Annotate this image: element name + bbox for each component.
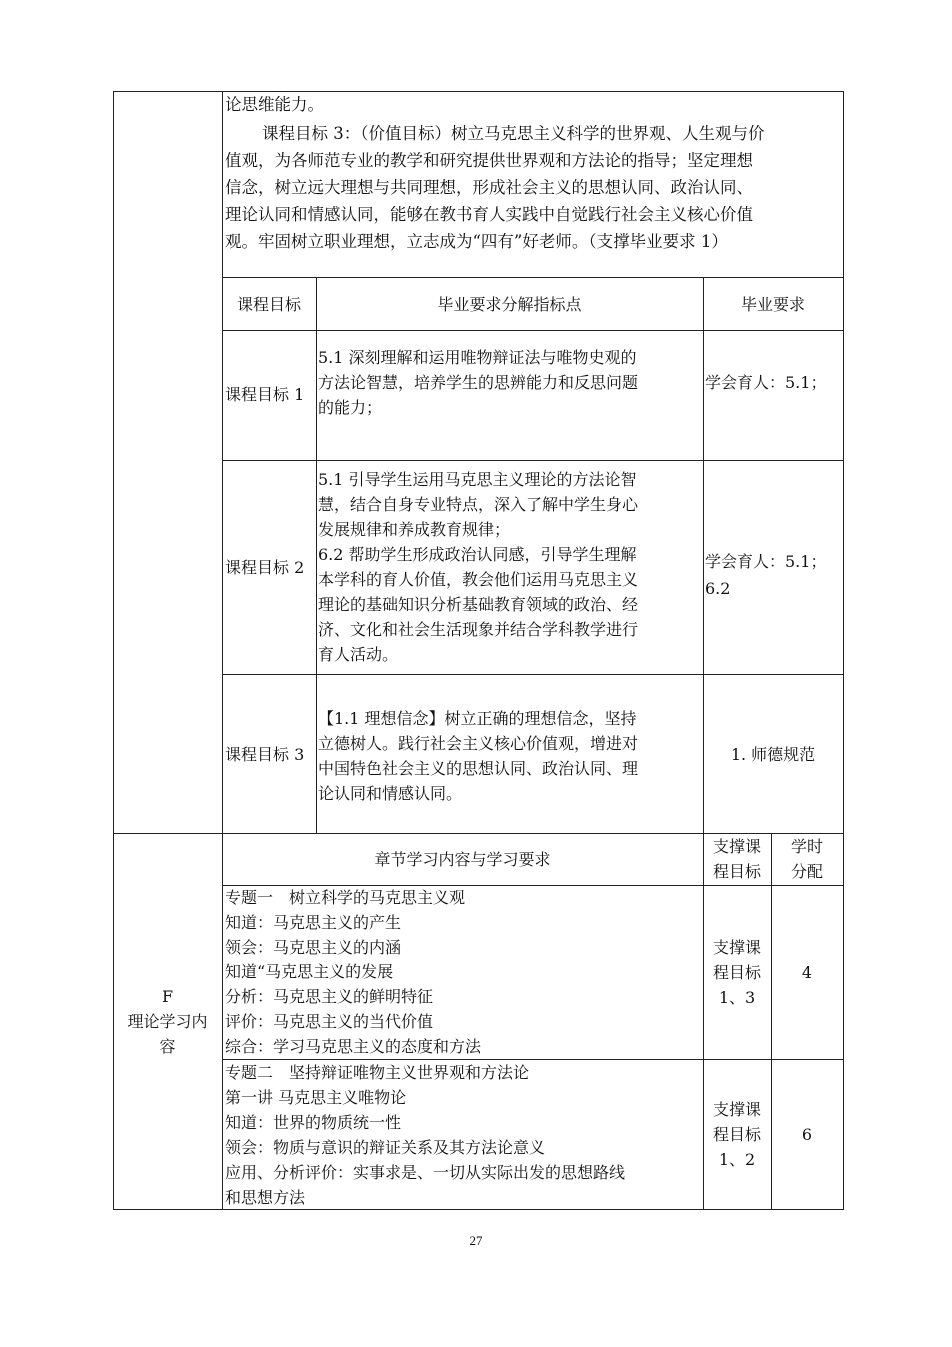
support-goal-line: 1、2 [718,1150,756,1169]
indicator-line: 5.1 引导学生运用马克思主义理论的方法论智 [318,470,637,489]
goal-label: 课程目标 2 [225,558,305,577]
paragraph-line: 课程目标 3：（价值目标）树立马克思主义科学的世界观、人生观与价 [262,124,765,143]
content-line: 综合：学习马克思主义的态度和方法 [225,1037,482,1056]
table-border-bottom [113,1209,844,1210]
indicator-line: 【1.1 理想信念】树立正确的理想信念，坚持 [318,709,637,728]
indicator-line: 济、文化和社会生活现象并结合学科教学进行 [318,620,639,639]
paragraph-line: 理论认同和情感认同，能够在教书育人实践中自觉践行社会主义核心价值 [225,205,753,224]
indicator-line: 本学科的育人价值，教会他们运用马克思主义 [318,570,639,589]
content-line: 知道“马克思主义的发展 [225,962,394,981]
table-border-right [843,91,844,1209]
paragraph-line: 值观，为各师范专业的教学和研究提供世界观和方法论的指导；坚定理想 [225,151,753,170]
content-line: 专题一 树立科学的马克思主义观 [225,888,466,907]
indicator-line: 慧，结合自身专业特点，深入了解中学生身心 [318,495,639,514]
indicator-line: 5.1 深刻理解和运用唯物辩证法与唯物史观的 [318,348,637,367]
support-goal-line: 程目标 [712,963,761,982]
content-line: 分析：马克思主义的鲜明特征 [225,987,434,1006]
requirement-line: 学会育人：5.1； [705,552,827,571]
content-line: 第一讲 马克思主义唯物论 [225,1088,407,1107]
indicator-line: 论认同和情感认同。 [318,784,463,803]
content-line: 评价：马克思主义的当代价值 [225,1012,434,1031]
indicator-line: 育人活动。 [318,645,399,664]
indicator-line: 6.2 帮助学生形成政治认同感，引导学生理解 [318,545,637,564]
content-line: 知道：世界的物质统一性 [225,1113,402,1132]
objectives-col-divider-1 [316,277,317,833]
content-line: 和思想方法 [225,1188,306,1207]
hours-value: 4 [801,963,813,982]
indicator-line: 的能力； [318,398,383,417]
header-content: 章节学习内容与学习要求 [374,850,551,869]
indicator-line: 立德树人。践行社会主义核心价值观，增进对 [318,734,639,753]
support-goal-line: 支撑课 [712,1100,761,1119]
paragraph-line: 论思维能力。 [225,95,324,114]
section-label: 容 [159,1037,176,1056]
paragraph-line: 观。牢固树立职业理想，立志成为“四有”好老师。（支撑毕业要求 1） [225,232,728,251]
content-col-divider-2 [771,833,772,1209]
goal-label: 课程目标 3 [225,745,305,764]
header-support: 支撑课 [712,837,761,856]
section-label: 理论学习内 [127,1012,208,1031]
support-goal-line: 1、3 [718,988,756,1007]
indicator-line: 中国特色社会主义的思想认同、政治认同、理 [318,759,639,778]
indicator-line: 发展规律和养成教育规律； [318,520,511,539]
content-line: 应用、分析评价：实事求是、一切从实际出发的思想路线 [225,1163,626,1182]
section-label: F [161,987,174,1006]
requirement-line: 6.2 [705,579,731,598]
hours-value: 6 [801,1125,813,1144]
header-hours: 分配 [790,862,823,881]
content-line: 领会：物质与意识的辩证关系及其方法论意义 [225,1138,546,1157]
paragraph-line: 信念，树立远大理想与共同理想，形成社会主义的思想认同、政治认同、 [225,178,753,197]
header-indicator: 毕业要求分解指标点 [437,295,582,314]
header-course-goal: 课程目标 [236,295,301,314]
requirement-line: 学会育人：5.1； [705,373,827,392]
goal-label: 课程目标 1 [225,385,305,404]
content-line: 领会：马克思主义的内涵 [225,938,402,957]
header-requirement: 毕业要求 [740,295,805,314]
content-line: 知道：马克思主义的产生 [225,913,402,932]
indicator-line: 方法论智慧，培养学生的思辨能力和反思问题 [318,373,639,392]
header-support: 程目标 [712,862,761,881]
support-goal-line: 支撑课 [712,938,761,957]
support-goal-line: 程目标 [712,1125,761,1144]
requirement-line: 1. 师德规范 [730,745,816,764]
page-number: 27 [469,1233,483,1248]
header-hours: 学时 [790,837,823,856]
label-column-divider [222,91,223,1209]
indicator-line: 理论的基础知识分析基础教育领域的政治、经 [318,595,639,614]
content-line: 专题二 坚持辩证唯物主义世界观和方法论 [225,1063,530,1082]
